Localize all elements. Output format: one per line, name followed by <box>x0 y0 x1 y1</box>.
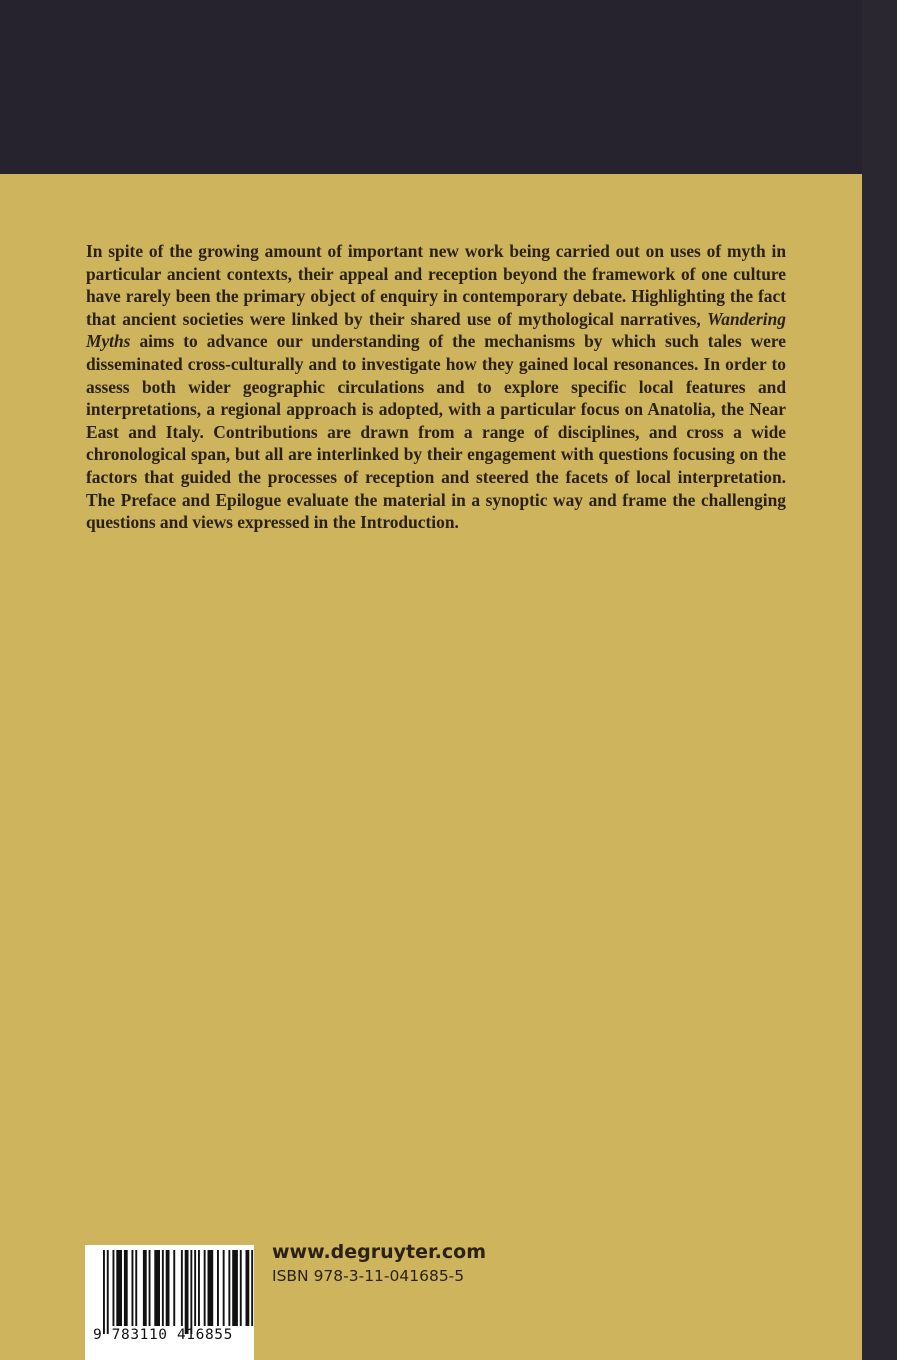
barcode-bar <box>103 1250 105 1334</box>
barcode-bar <box>132 1250 134 1326</box>
barcode-bar <box>166 1250 170 1326</box>
barcode-digits: 9 783110 416855 <box>93 1327 233 1343</box>
barcode-bar <box>190 1250 192 1334</box>
barcode <box>85 1245 254 1360</box>
barcode-bar <box>124 1250 128 1326</box>
barcode-bar <box>113 1250 115 1326</box>
barcode-bar <box>185 1250 189 1334</box>
barcode-bar <box>173 1250 175 1326</box>
barcode-bar <box>162 1250 164 1326</box>
isbn-number: ISBN 978-3-11-041685-5 <box>272 1267 465 1285</box>
barcode-bar <box>149 1250 151 1326</box>
cover-blurb <box>86 240 786 534</box>
blurb-book-title: Wandering Myths <box>86 308 786 352</box>
right-background <box>862 0 897 1360</box>
barcode-bar <box>223 1250 225 1326</box>
barcode-bar <box>246 1250 250 1326</box>
publisher-url[interactable]: www.degruyter.com <box>272 1241 486 1263</box>
barcode-bar <box>143 1250 147 1326</box>
barcode-bar <box>194 1250 196 1326</box>
barcode-bar <box>107 1250 109 1334</box>
barcode-bar <box>208 1250 214 1326</box>
barcode-bar <box>135 1250 137 1326</box>
barcode-bar <box>181 1250 183 1326</box>
barcode-bar <box>232 1250 238 1326</box>
top-background <box>0 0 897 174</box>
barcode-bar <box>217 1250 219 1326</box>
barcode-bar <box>198 1250 200 1326</box>
barcode-bar <box>240 1250 242 1326</box>
barcode-bar <box>228 1250 230 1326</box>
blurb-text-part2: aims to advance our understanding of the mechanisms by which such tales were disseminated cross-culturally and to investigate how they gained local resonances. In order to assess both wider geographic circulations and to explore specific local features and interpretations, a regional approach is adopted, with a particular focus on Anatolia, the Near East and Italy. Contributions are drawn from a range of disciplines, and cross a wide chronological span, but all are interlinked by their engagement with questions focusing on the factors that guided the processes of reception and steered the facets of local interpretation. The Preface and Epilogue evaluate the material in a synoptic way and frame the challenging questions and views expressed in the Introduction. <box>86 331 786 533</box>
blurb-text-part1: In spite of the growing amount of important new work being carried out on uses of myth in particular ancient contexts, their appeal and reception beyond the framework of one culture have rarely been the primary object of enquiry in contemporary debate. Highlighting the fact that ancient societies were linked by their shared use of mythological narratives, <box>86 241 786 329</box>
barcode-bar <box>251 1250 253 1326</box>
barcode-bar <box>116 1250 122 1326</box>
barcode-bar <box>204 1250 206 1326</box>
barcode-bar <box>154 1250 160 1326</box>
